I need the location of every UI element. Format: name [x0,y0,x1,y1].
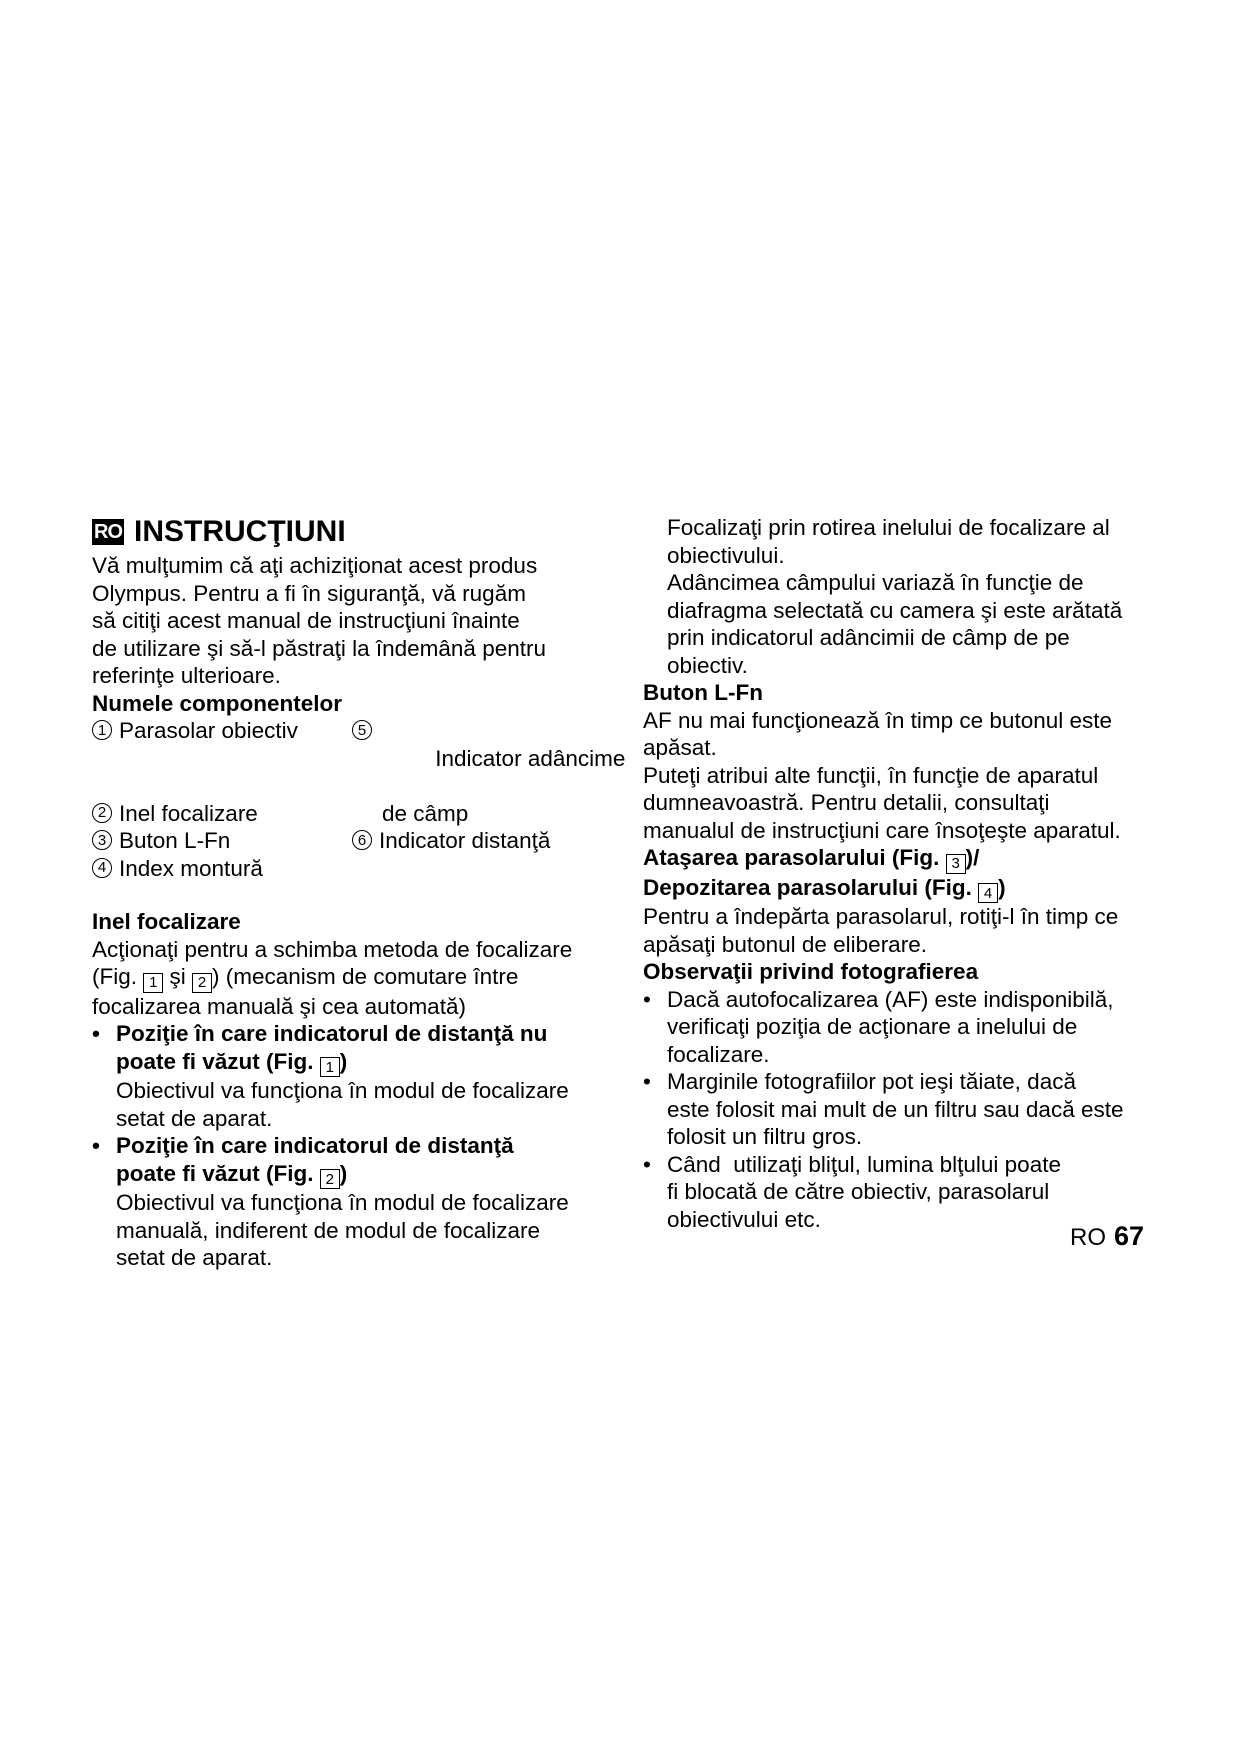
footer-page-number: 67 [1114,1221,1145,1251]
hood-heading [643,844,1163,874]
notes-heading: Observaţii privind fotografierea [643,959,979,984]
note-line: folosit un filtru gros. [667,1124,863,1149]
component-label-line: Indicator adâncime [429,745,626,771]
bullet-heading: Poziţie în care indicatorul de distanţă nu [116,1021,548,1046]
text-fragment: ) [339,1160,348,1186]
language-badge: RO [94,521,122,543]
bullet-item [92,1020,612,1132]
focus-paragraph [643,514,1163,679]
focus-line: prin indicatorul adâncimii de câmp de pe [667,625,1070,650]
note-item [643,986,1163,1069]
lfn-line: dumneavoastră. Pentru detalii, consultaţi [643,790,1050,815]
lfn-line: AF nu mai funcţionează în timp ce butonul este [643,707,1113,733]
text-fragment: poate fi văzut (Fig. [116,1160,320,1186]
intro-paragraph [92,552,612,690]
bullet-body-line: Obiectivul va funcţiona în modul de focalizare [116,1078,569,1103]
component-label: Indicator distanţă [379,828,551,853]
lfn-line: apăsat. [643,735,717,760]
component-item [92,855,352,883]
bullet-heading [116,1048,612,1078]
focus-line: Focalizaţi prin rotirea inelului de focalizare al [667,515,1110,540]
text-fragment: ) [998,874,1006,900]
bullet-dot: • [643,986,651,1012]
text-fragment: Depozitarea parasolarului (Fig. [643,874,979,900]
focus-ring-line [92,963,612,993]
component-item [92,827,352,855]
note-line: Dacă autofocalizarea (AF) este indisponibilă, [667,986,1114,1012]
text-fragment: şi [163,964,193,989]
focus-line: diafragma selectată cu camera şi este arătată [667,597,1123,623]
intro-line: de utilizare şi să-l păstraţi la îndemână pentru [92,635,546,661]
focus-ring-line: focalizarea manuală şi cea automată) [92,993,466,1019]
figure-box-icon: 2 [320,1169,340,1189]
page-number [1070,1221,1144,1253]
components-list [92,717,626,882]
number-circle-icon: 3 [92,830,112,850]
figure-box-icon: 1 [320,1057,340,1077]
focus-ring-line: Acţionaţi pentru a schimba metoda de focalizare [92,936,573,962]
note-line: verificaţi poziţia de acţionare a inelului de [667,1014,1078,1039]
component-label: Parasolar obiectiv [119,718,298,743]
intro-line: Olympus. Pentru a fi în siguranţă, vă rugăm [92,580,526,606]
components-heading: Numele componentelor [92,690,343,716]
lfn-heading: Buton L-Fn [643,680,763,705]
note-line: obiectivului etc. [667,1206,821,1232]
bullet-item [92,1132,612,1272]
text-fragment: Ataşarea parasolarului (Fig. [643,845,946,870]
intro-line: Vă mulţumim că aţi achiziţionat acest produs [92,553,538,578]
number-circle-icon: 4 [92,858,112,878]
note-line: Marginile fotografiilor pot ieşi tăiate, dacă [667,1069,1076,1094]
component-item-continuation [352,800,612,828]
hood-line: Pentru a îndepărta parasolarul, rotiţi-l în timp ce [643,904,1119,929]
focus-ring-heading: Inel focalizare [92,909,241,934]
number-circle-icon: 5 [352,720,372,740]
component-item [352,717,626,800]
section-title [92,514,612,550]
text-fragment: (Fig. [92,964,144,989]
number-circle-icon: 6 [352,830,372,850]
bullet-dot: • [92,1021,100,1046]
bullet-body-line: Obiectivul va funcţiona în modul de focalizare [116,1190,569,1215]
focus-line: Adâncimea câmpului variază în funcţie de [667,570,1084,595]
bullet-body-line: manuală, indiferent de modul de focalizare [116,1217,541,1243]
left-column [92,514,626,1272]
component-item [92,800,352,828]
component-label: Inel focalizare [119,800,258,826]
right-column [643,514,1163,1233]
bullet-heading: Poziţie în care indicatorul de distanţă [116,1133,514,1158]
hood-heading [643,874,1163,904]
hood-line: apăsaţi butonul de eliberare. [643,931,927,957]
figure-box-icon: 3 [946,854,966,874]
component-label: Buton L-Fn [119,828,231,853]
component-label: Index montură [119,855,263,881]
focus-line: obiectivului. [667,542,785,568]
text-fragment: poate fi văzut (Fig. [116,1048,320,1074]
lfn-line: manualul de instrucţiuni care însoţeşte aparatul. [643,817,1121,843]
bullet-dot: • [643,1069,651,1094]
bullet-dot: • [643,1151,651,1177]
note-line: este folosit mai mult de un filtru sau dacă este [667,1096,1124,1122]
figure-box-icon: 1 [143,973,163,993]
note-line: focalizare. [667,1041,770,1067]
text-fragment: )/ [965,845,980,870]
component-item [92,717,352,800]
figure-box-icon: 4 [978,883,998,903]
text-fragment: ) (mecanism de comutare între [212,964,519,989]
component-item [352,827,612,855]
note-item [643,1068,1163,1151]
figure-box-icon: 2 [192,973,212,993]
intro-line: referinţe ulterioare. [92,663,281,688]
bullet-heading [116,1160,612,1190]
note-line: fi blocată de către obiectiv, parasolarul [667,1179,1050,1204]
component-label-line: de câmp [382,800,469,826]
lfn-line: Puteţi atribui alte funcţii, în funcţie de aparatul [643,762,1099,788]
component-label [379,717,625,800]
page-title: INSTRUCŢIUNI [134,515,346,548]
bullet-body-line: setat de aparat. [116,1245,273,1270]
number-circle-icon: 2 [92,803,112,823]
text-fragment: ) [339,1048,348,1074]
intro-line: să citiţi acest manual de instrucţiuni înainte [92,608,520,633]
bullet-body-line: setat de aparat. [116,1105,273,1131]
footer-language: RO [1070,1224,1106,1251]
bullet-dot: • [92,1133,100,1158]
note-line: Când utilizaţi bliţul, lumina blţului poate [667,1151,1061,1177]
number-circle-icon: 1 [92,720,112,740]
focus-line: obiectiv. [667,652,748,678]
